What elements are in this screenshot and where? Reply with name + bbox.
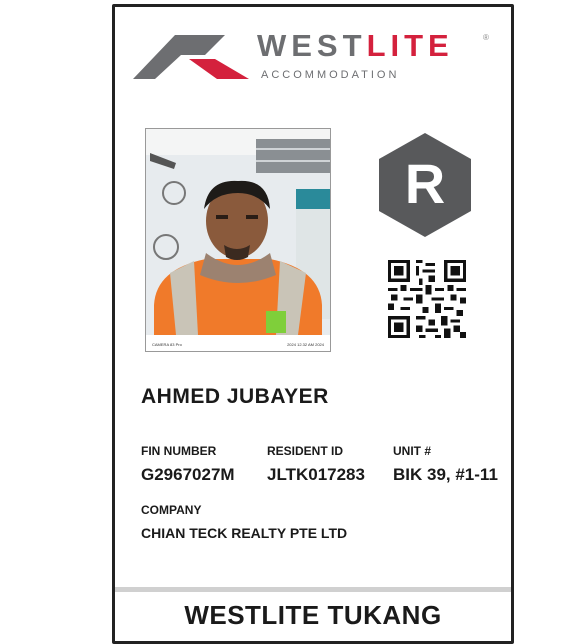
fin-number-value: G2967027M [141, 465, 235, 484]
id-card [112, 4, 514, 644]
resident-name: AHMED JUBAYER [141, 385, 329, 408]
brand-name-west: WEST [257, 28, 367, 63]
resident-photo [145, 128, 331, 352]
fin-number-label: FIN NUMBER [141, 444, 217, 458]
resident-photo-image [146, 129, 330, 351]
company-label: COMPANY [141, 503, 202, 517]
resident-id-value: JLTK017283 [267, 465, 365, 484]
brand-subtitle: ACCOMMODATION [261, 69, 400, 81]
westlite-logo-icon [133, 29, 249, 83]
trademark-symbol: ® [483, 33, 489, 42]
brand-wordmark [257, 29, 454, 63]
resident-id-label: RESIDENT ID [267, 444, 344, 458]
footer-title: WESTLITE TUKANG [184, 600, 442, 630]
qr-code-icon [388, 260, 466, 338]
brand-name-lite: LITE [366, 28, 454, 63]
unit-value: BIK 39, #1-11 [393, 465, 498, 484]
badge-letter: R [404, 152, 446, 215]
company-value: CHIAN TECK REALTY PTE LTD [141, 525, 348, 541]
photo-caption-camera: CAMERA 83 Pro [152, 342, 182, 347]
unit-label: UNIT # [393, 444, 432, 458]
photo-caption-timestamp: 2024 12.32 AM 2024 [287, 342, 324, 347]
resident-r-badge-icon [377, 131, 473, 239]
